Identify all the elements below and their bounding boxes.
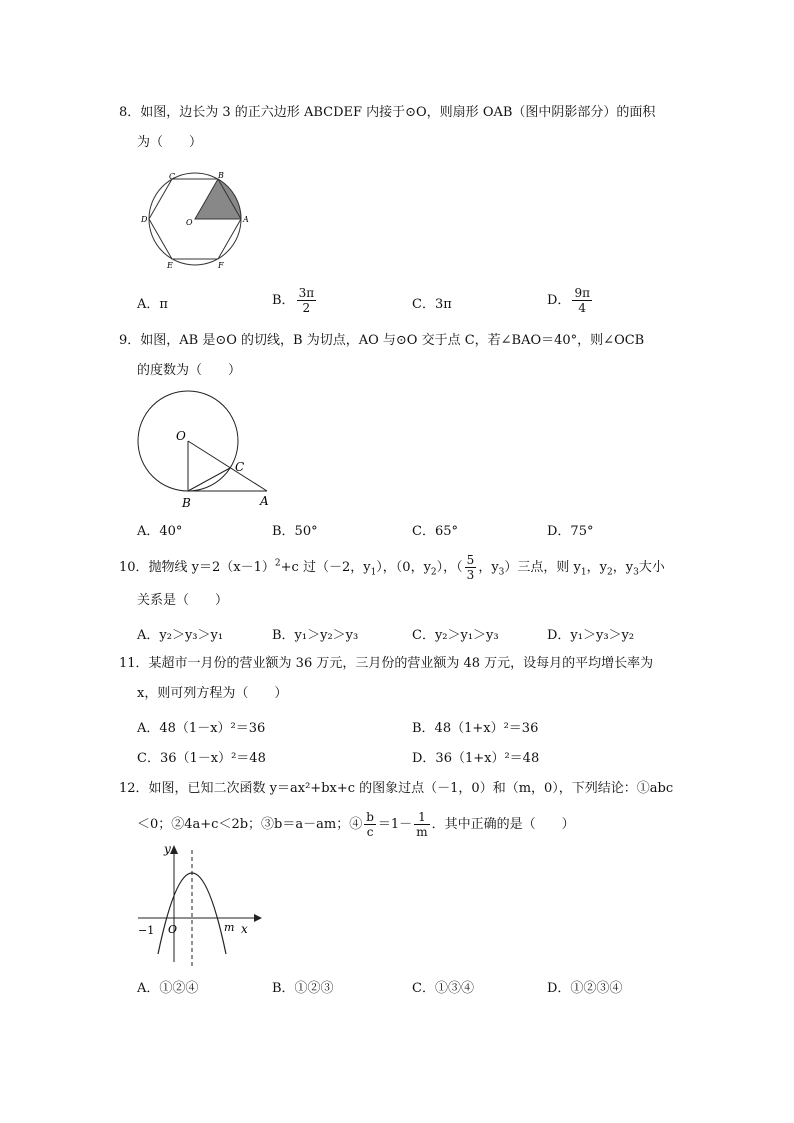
q10-option-b[interactable]: B．y₁＞y₂＞y₃ bbox=[272, 628, 359, 643]
q12-option-d[interactable]: D．①②③④ bbox=[547, 981, 623, 996]
q9-option-c[interactable]: C．65° bbox=[412, 524, 458, 539]
q8-option-c[interactable]: C．3π bbox=[412, 297, 452, 312]
q12-label-o: O bbox=[168, 923, 178, 936]
q10-fraction: $\frac{5}{3}$ bbox=[466, 553, 475, 582]
q8-shaded-sector bbox=[195, 179, 241, 219]
q12-stem-line1: 12．如图，已知二次函数 y＝ax²+bx+c 的图象过点（－1，0）和（m，0），下列结论：①abc bbox=[119, 781, 674, 796]
q8-label-b: B bbox=[218, 171, 224, 180]
q10-stem-line1: 10．抛物线 $y=2(x-1)^2+c$ 过（－2，$y_1$），（0，$y_2$），（ $\frac{5}{3}$ ，$y_3$）三点，则 $y_1$，$y_2$，$y_3$大小 bbox=[119, 553, 665, 582]
q12-label-minus1: −1 bbox=[138, 924, 155, 937]
q8-stem-line1: 8．如图，边长为 3 的正六边形 ABCDEF 内接于⊙O，则扇形 OAB（图中阴影部分）的面积 bbox=[119, 105, 656, 120]
q11-stem-line2: x，则可列方程为（ ） bbox=[137, 686, 288, 701]
q12-fraction-1-over-m: $\frac{1}{m}$ bbox=[416, 810, 428, 839]
q9-label-a: A bbox=[260, 494, 269, 508]
q8-label-a: A bbox=[243, 215, 249, 224]
q8-label-f: F bbox=[218, 261, 224, 270]
q10-option-c[interactable]: C．y₂＞y₁＞y₃ bbox=[412, 628, 499, 643]
q8-label-c: C bbox=[169, 172, 176, 181]
q8-option-b[interactable]: B． $\frac{3\pi}{2}$ bbox=[272, 286, 315, 315]
q9-option-b[interactable]: B．50° bbox=[272, 524, 318, 539]
q12-option-b[interactable]: B．①②③ bbox=[272, 981, 334, 996]
q9-stem-line2: 的度数为（ ） bbox=[137, 363, 242, 378]
q9-option-d[interactable]: D．75° bbox=[547, 524, 594, 539]
q10-stem-line2: 关系是（ ） bbox=[137, 593, 229, 608]
q12-option-a[interactable]: A．①②④ bbox=[137, 981, 199, 996]
q9-label-b: B bbox=[182, 496, 191, 510]
q12-label-m: m bbox=[224, 921, 235, 934]
q8-stem-line2: 为（ ） bbox=[137, 135, 203, 150]
q10-option-d[interactable]: D．y₁＞y₃＞y₂ bbox=[547, 628, 635, 643]
q11-option-a[interactable]: A．48（1－x）²＝36 bbox=[137, 721, 266, 736]
q8-label-e: E bbox=[167, 261, 173, 270]
q11-option-b[interactable]: B．48（1+x）²＝36 bbox=[412, 721, 539, 736]
q8-hexagon-figure bbox=[138, 168, 258, 274]
q11-option-c[interactable]: C．36（1－x）²＝48 bbox=[137, 751, 266, 766]
q9-tangent-figure bbox=[132, 388, 282, 512]
q12-label-x: x bbox=[241, 922, 248, 936]
q12-stem-line2: ＜0；②4a+c＜2b；③b＝a－am；④ $\frac{b}{c}$ ＝1－ $\frac{1}{m}$ ．其中正确的是（ ） bbox=[137, 810, 575, 839]
q9-label-c: C bbox=[235, 460, 245, 474]
q12-parabola-figure bbox=[134, 842, 264, 972]
q12-label-y: y bbox=[164, 842, 171, 856]
q11-option-d[interactable]: D．36（1+x）²＝48 bbox=[412, 751, 540, 766]
q12-option-c[interactable]: C．①③④ bbox=[412, 981, 474, 996]
q9-option-a[interactable]: A．40° bbox=[137, 524, 183, 539]
q12-fraction-b-over-c: $\frac{b}{c}$ bbox=[366, 810, 374, 839]
q8-option-a[interactable]: A．π bbox=[137, 297, 168, 312]
q9-stem-line1: 9．如图，AB 是⊙O 的切线，B 为切点，AO 与⊙O 交于点 C，若∠BAO＝40°，则∠OCB bbox=[119, 333, 645, 348]
q8-label-o: O bbox=[186, 218, 193, 227]
q8-label-d: D bbox=[141, 215, 148, 224]
q8-option-d[interactable]: D． $\frac{9\pi}{4}$ bbox=[547, 286, 590, 315]
q10-option-a[interactable]: A．y₂＞y₃＞y₁ bbox=[137, 628, 224, 643]
q11-stem-line1: 11．某超市一月份的营业额为 36 万元，三月份的营业额为 48 万元，设每月的平均增长率为 bbox=[119, 656, 654, 671]
q9-label-o: O bbox=[176, 429, 186, 443]
